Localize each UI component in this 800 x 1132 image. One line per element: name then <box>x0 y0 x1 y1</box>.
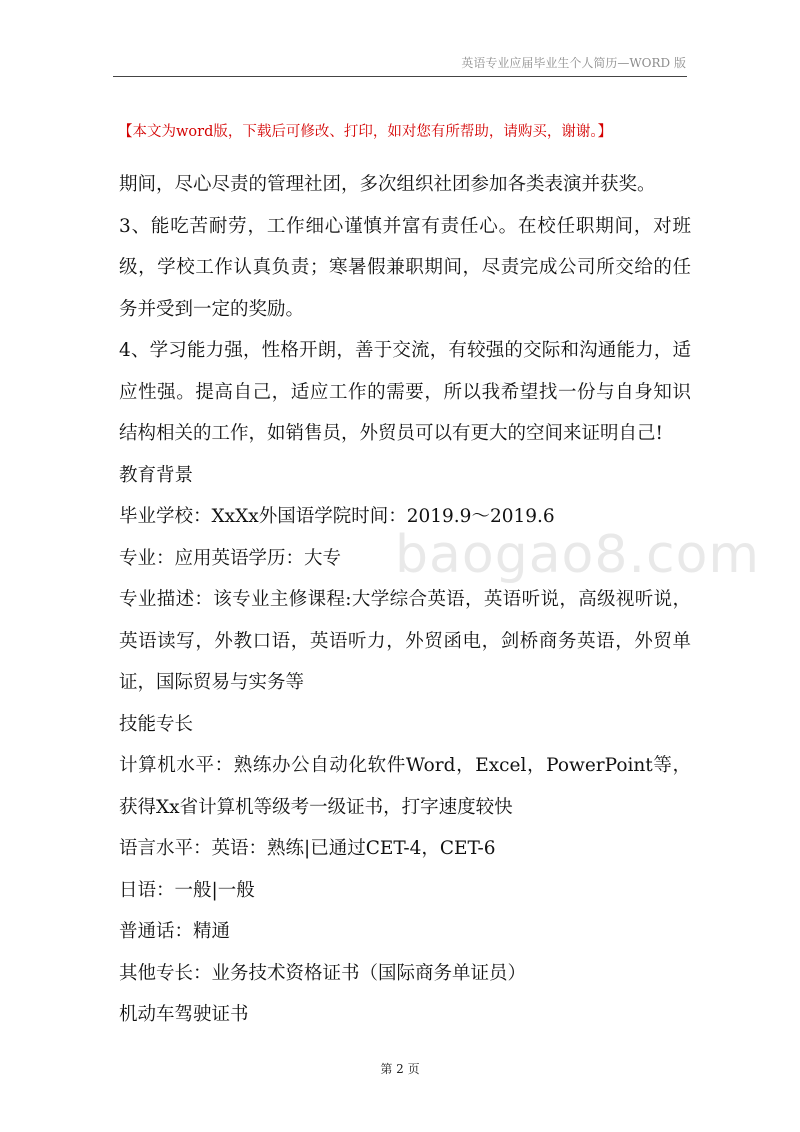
paragraph: 语言水平：英语：熟练|已通过CET-4，CET-6 <box>119 838 496 859</box>
paragraph: 3、能吃苦耐劳，工作细心谨慎并富有责任心。在校任职期间，对班级，学校工作认真负责；寒暑假兼职期间，尽责完成公司所交给的任务并受到一定的奖励。 <box>119 215 691 320</box>
paragraph: 日语：一般|一般 <box>119 879 255 901</box>
page-header-title: 英语专业应届毕业生个人简历—WORD 版 <box>461 56 686 70</box>
paragraph: 机动车驾驶证书 <box>119 1004 249 1025</box>
paragraph: 专业描述：该专业主修课程:大学综合英语，英语听说，高级视听说，英语读写，外教口语，英语听力，外贸函电，剑桥商务英语，外贸单证，国际贸易与实务等 <box>119 589 691 693</box>
section-heading-education: 教育背景 <box>119 464 194 486</box>
download-notice: 【本文为word版，下载后可修改、打印，如对您有所帮助，请购买，谢谢。】 <box>118 124 613 140</box>
body-text <box>119 164 691 1036</box>
paragraph: 毕业学校：XxXx外国语学院时间：2019.9～2019.6 <box>119 506 555 527</box>
paragraph: 专业：应用英语学历：大专 <box>119 547 342 569</box>
paragraph: 4、学习能力强，性格开朗，善于交流，有较强的交际和沟通能力，适应性强。提高自己，适应工作的需要，所以我希望找一份与自身知识结构相关的工作，如销售员，外贸员可以有更大的空间来证明自己! <box>119 340 691 444</box>
page-number: 第 2 页 <box>380 1062 420 1076</box>
header-divider <box>113 76 687 77</box>
section-heading-skills: 技能专长 <box>119 713 194 735</box>
paragraph: 普通话：精通 <box>119 921 231 942</box>
paragraph: 计算机水平：熟练办公自动化软件Word，Excel，PowerPoint等，获得Xx省计算机等级考一级证书，打字速度较快 <box>119 755 691 818</box>
paragraph: 其他专长：业务技术资格证书（国际商务单证员） <box>119 962 527 984</box>
watermark-text: baogao8.com <box>395 525 761 585</box>
paragraph: 期间，尽心尽责的管理社团，多次组织社团参加各类表演并获奖。 <box>119 174 656 195</box>
